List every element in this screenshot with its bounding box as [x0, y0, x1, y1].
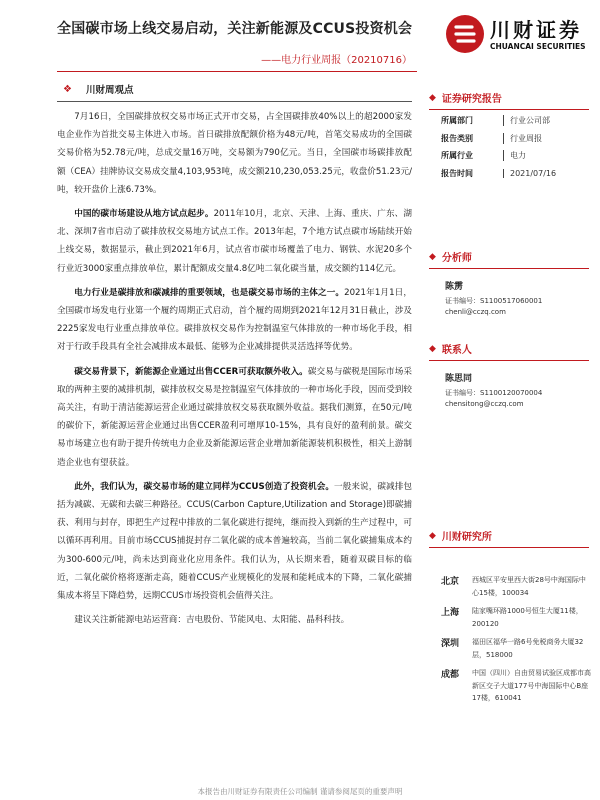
info-key: 所属行业	[441, 151, 473, 161]
office-list	[441, 574, 591, 711]
body-paragraph	[57, 478, 412, 605]
analyst-card	[445, 282, 595, 318]
info-key: 报告类别	[441, 133, 473, 143]
contact-cert: 证书编号：S1100120070004	[445, 389, 543, 397]
logo-chinese-text: 川财证券	[490, 18, 582, 42]
triangle-bullet-icon: ◆	[429, 92, 436, 103]
diamond-bullet-icon: ❖	[63, 83, 72, 95]
page-footer: 本报告由川财证券有限责任公司编制 谨请参阅尾页的重要声明	[197, 787, 403, 796]
body-paragraph	[57, 108, 412, 199]
header-divider	[57, 71, 417, 72]
report-info-table	[441, 112, 589, 182]
paragraph-lead: 此外，我们认为，碳交易市场的建立同样为CCUS创造了投资机会。	[74, 481, 335, 492]
office-chengdu	[441, 667, 591, 705]
office-address: 中国（四川）自由贸易试验区成都市高新区交子大道177号中海国际中心B座17楼，610041	[472, 669, 591, 702]
analyst-heading-label: 分析师	[441, 253, 472, 264]
company-logo	[445, 12, 585, 58]
info-key: 报告时间	[441, 168, 473, 178]
triangle-bullet-icon: ◆	[429, 251, 436, 262]
analyst-cert: 证书编号：S1100517060001	[445, 297, 543, 305]
paragraph-text: 建议关注新能源电站运营商：吉电股份、节能风电、太阳能、晶科科技。	[74, 615, 350, 626]
logo-english-text: CHUANCAI SECURITIES	[490, 42, 586, 51]
office-shenzhen	[441, 636, 591, 661]
paragraph-list	[57, 108, 412, 629]
report-subtitle: ——电力行业周报（20210716）	[261, 55, 412, 66]
body-paragraph	[57, 611, 412, 629]
contact-email[interactable]: chensitong@cczq.com	[445, 400, 524, 408]
triangle-bullet-icon: ◆	[429, 343, 436, 354]
info-row-category	[441, 130, 589, 148]
office-city: 深圳	[441, 639, 460, 649]
info-value: 2021/07/16	[503, 169, 589, 178]
contact-heading	[429, 341, 589, 361]
info-row-date	[441, 165, 589, 183]
office-city: 北京	[441, 577, 460, 587]
office-address: 福田区福华一路6号免税商务大厦32层，518000	[472, 638, 584, 659]
info-key: 所属部门	[441, 116, 473, 126]
contact-heading-label: 联系人	[441, 345, 472, 356]
report-type-heading	[429, 90, 589, 110]
info-value: 行业周报	[503, 133, 589, 144]
office-address: 西城区平安里西大街28号中海国际中心15楼，100034	[472, 576, 586, 597]
info-value: 行业公司部	[503, 115, 589, 126]
paragraph-lead: 碳交易背景下，新能源企业通过出售CCER可获取额外收入。	[74, 366, 308, 377]
section-heading	[57, 82, 412, 102]
analyst-name: 陈雳	[445, 282, 464, 292]
info-row-industry	[441, 147, 589, 165]
info-row-department	[441, 112, 589, 130]
office-city: 成都	[441, 670, 460, 680]
report-type-label: 证券研究报告	[441, 94, 502, 105]
body-paragraph	[57, 205, 412, 278]
analyst-email[interactable]: chenli@cczq.com	[445, 308, 506, 316]
office-beijing	[441, 574, 591, 599]
office-address: 陆家嘴环路1000号恒生大厦11楼，200120	[472, 607, 583, 628]
report-title: 全国碳市场上线交易启动，关注新能源及CCUS投资机会	[57, 21, 413, 37]
office-city: 上海	[441, 608, 460, 618]
body-paragraph	[57, 284, 412, 357]
info-value: 电力	[503, 150, 589, 161]
paragraph-text: 7月16日，全国碳排放权交易市场正式开市交易，占全国碳排放40%以上的超2000家发电企业作为首批交易主体进入市场。首日碳排放配额价格为48元/吨，首笔交易成功的全国碳交易价格为52.78元/吨，总成交量16万吨，交易额为790亿元。当日，全国碳市场碳排放配额（CEA）挂牌协议交易成交量4,103,953吨，成交额210,230,053.25元，收盘价51.23元/吨，较开盘价上涨6.73%。	[57, 112, 412, 195]
logo-emblem-icon	[445, 14, 485, 54]
contact-name: 陈思同	[445, 374, 473, 384]
paragraph-lead: 中国的碳市场建设从地方试点起步。	[74, 209, 214, 220]
institute-heading	[429, 528, 589, 548]
paragraph-lead: 电力行业是碳排放和碳减排的重要领域，也是碳交易市场的主体之一。	[74, 287, 345, 298]
body-paragraph	[57, 363, 412, 472]
institute-heading-label: 川财研究所	[441, 532, 492, 543]
triangle-bullet-icon: ◆	[429, 530, 436, 541]
paragraph-text: 一般来说，碳减排包括为减碳、无碳和去碳三种路径。CCUS(Carbon Capture,Utilization and Storage)即碳捕获、利用与封存，即把生产过程中排放的二氧化碳进行提纯，继而投入到新的生产过程中，可以循环再利用。目前市场CCUS捕捉封存二氧化碳的成本普遍较高，当前二氧化碳捕集成本约为300-600元/吨，尚未达到商业化应用条件。我们认为，从长期来看，随着双碳目标的临近，二氧化碳价格将逐渐走高，随着CCUS产业规模化的发展和能耗成本的下降，二氧化碳捕集成本将呈下降趋势，远期CCUS市场投资机会值得关注。	[57, 481, 412, 602]
analyst-heading	[429, 249, 589, 269]
paragraph-text: 碳交易与碳税是国际市场采取的两种主要的减排机制，碳排放权交易是控制温室气体排放的一种市场化手段，因而受到较高关注，有助于清洁能源运营企业通过碳排放权交易获取额外收益。据我们测算，在50元/吨的碳价下，新能源运营企业通过出售CCER盈利可增厚10-15%，具有良好的盈利前景。碳交易市场建立也有助于提升传统电力企业及新能源运营企业增加新能源装机积极性，相关上游制造企业也有望获益。	[57, 366, 412, 468]
office-shanghai	[441, 605, 591, 630]
main-content	[57, 82, 412, 635]
section-heading-label: 川财周观点	[85, 85, 134, 96]
paragraph-text: 2011年10月，北京、天津、上海、重庆、广东、湖北、深圳7省市启动了碳排放权交易地方试点工作。2013年起，7个地方试点碳市场陆续开始上线交易，数据显示，截止到2021年6月，试点省市碳市场覆盖了电力、钢铁、水泥20多个行业近3000家重点排放单位，累计配额成交量4.8亿吨二氧化碳当量，成交额约114亿元。	[57, 209, 412, 274]
paragraph-text: 2021年1月1日，全国碳市场发电行业第一个履约周期正式启动，首个履约周期到2021年12月31日截止，涉及2225家发电行业重点排放单位。碳排放权交易作为控制温室气体排放的一种市场化手段，相对于行政手段具有全社会减排成本最低、能够为企业减排提供灵活选择等优势。	[57, 287, 412, 353]
contact-card	[445, 374, 595, 410]
